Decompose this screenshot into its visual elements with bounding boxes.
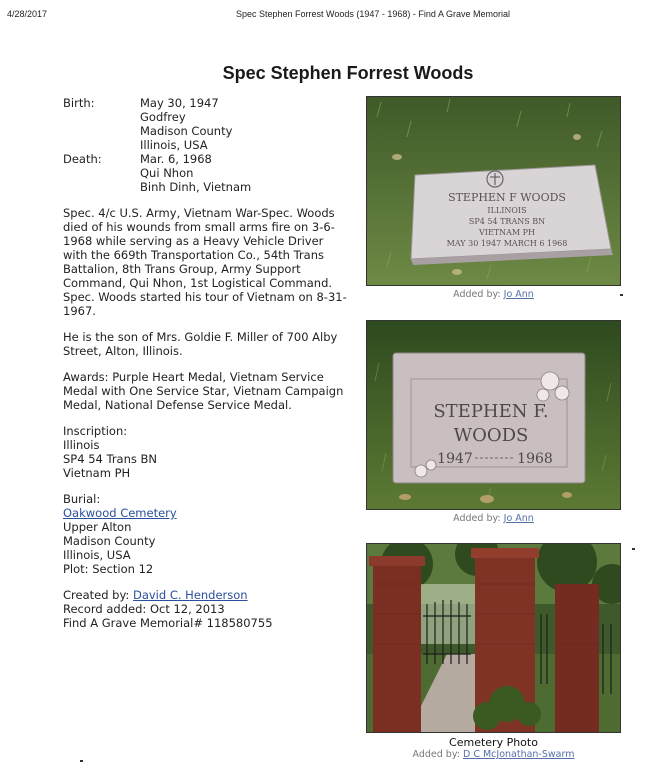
memorial-number: Find A Grave Memorial# 118580755 (63, 616, 273, 630)
death-date: Mar. 6, 1968 (140, 152, 212, 166)
inscription-line: Vietnam PH (63, 466, 131, 480)
marker-inscription: ILLINOIS (487, 206, 527, 215)
record-added: Record added: Oct 12, 2013 (63, 602, 225, 616)
birth-date: May 30, 1947 (140, 96, 219, 110)
burial-section (63, 492, 348, 576)
death-section (63, 152, 348, 194)
scan-speck (80, 760, 83, 762)
birth-place-city: Godfrey (140, 110, 186, 124)
headstone-inscription: STEPHEN F. (433, 401, 549, 422)
marker-inscription: MAY 30 1947 MARCH 6 1968 (446, 239, 568, 248)
marker-inscription: VIETNAM PH (479, 228, 535, 237)
burial-plot: Plot: Section 12 (63, 562, 154, 576)
headstone-photo-1[interactable] (366, 96, 621, 286)
bio-paragraph: Awards: Purple Heart Medal, Vietnam Service Medal with One Service Star, Vietnam Campaign Medal, National Defense Service Medal. (63, 370, 344, 412)
added-by-label: Added by: (412, 749, 460, 760)
birth-label: Birth: (63, 96, 95, 110)
headstone-inscription: WOODS (453, 425, 529, 446)
print-date: 4/28/2017 (7, 9, 48, 19)
photo-1-caption (366, 289, 621, 300)
photo-2-caption (366, 513, 621, 524)
added-by-label: Added by: (453, 289, 501, 300)
photo-3-contributor-link[interactable]: D C McJonathan-Swarm (462, 749, 575, 760)
birth-place-county: Madison County (140, 124, 233, 138)
burial-line: Upper Alton (63, 520, 132, 534)
headstone-inscription: 1947 (437, 451, 473, 467)
bio-paragraph: He is the son of Mrs. Goldie F. Miller of 700 Alby Street, Alton, Illinois. (63, 330, 338, 358)
marker-inscription: STEPHEN F WOODS (448, 191, 566, 204)
print-page-title: Spec Stephen Forrest Woods (1947 - 1968) - Find A Grave Memorial (236, 9, 510, 19)
death-label: Death: (63, 152, 102, 166)
created-by-label: Created by: (63, 588, 130, 602)
death-place-province: Binh Dinh, Vietnam (140, 180, 252, 194)
added-by-label: Added by: (453, 513, 501, 524)
photo-3-caption (366, 749, 621, 760)
cemetery-photo-title: Cemetery Photo (449, 736, 538, 749)
scan-speck (632, 548, 635, 550)
bio-paragraph: Spec. 4/c U.S. Army, Vietnam War-Spec. Woods died of his wounds from small arms fire on 3-6-1968 while serving as a Heavy Vehicle Driver with the 669th Transportation Co., 54th Trans Battalion, 8th Trans Group, Army Support Command, Qui Nhon, 1st Logistical Command. Spec. Woods started his tour of Vietnam on 8-31-1967. (63, 206, 347, 318)
cemetery-link[interactable]: Oakwood Cemetery (63, 506, 177, 520)
headstone-photo-2[interactable] (366, 320, 621, 510)
creator-link[interactable]: David C. Henderson (132, 588, 248, 602)
burial-label: Burial: (63, 492, 101, 506)
photo-1-contributor-link[interactable]: Jo Ann (503, 289, 534, 300)
birth-section (63, 96, 348, 152)
death-place-city: Qui Nhon (140, 166, 194, 180)
inscription-line: SP4 54 Trans BN (63, 452, 158, 466)
cemetery-photo[interactable] (366, 543, 621, 733)
photo-2-contributor-link[interactable]: Jo Ann (503, 513, 534, 524)
burial-line: Madison County (63, 534, 156, 548)
inscription-section (63, 424, 348, 480)
headstone-inscription: 1968 (517, 451, 553, 467)
inscription-line: Illinois (63, 438, 100, 452)
memorial-details (63, 96, 348, 630)
inscription-label: Inscription: (63, 424, 128, 438)
birth-place-state: Illinois, USA (140, 138, 208, 152)
marker-inscription: SP4 54 TRANS BN (468, 217, 546, 226)
scan-speck (620, 294, 623, 296)
print-header (0, 9, 646, 23)
memorial-title: Spec Stephen Forrest Woods (222, 63, 474, 83)
record-section (63, 588, 348, 630)
burial-line: Illinois, USA (63, 548, 131, 562)
